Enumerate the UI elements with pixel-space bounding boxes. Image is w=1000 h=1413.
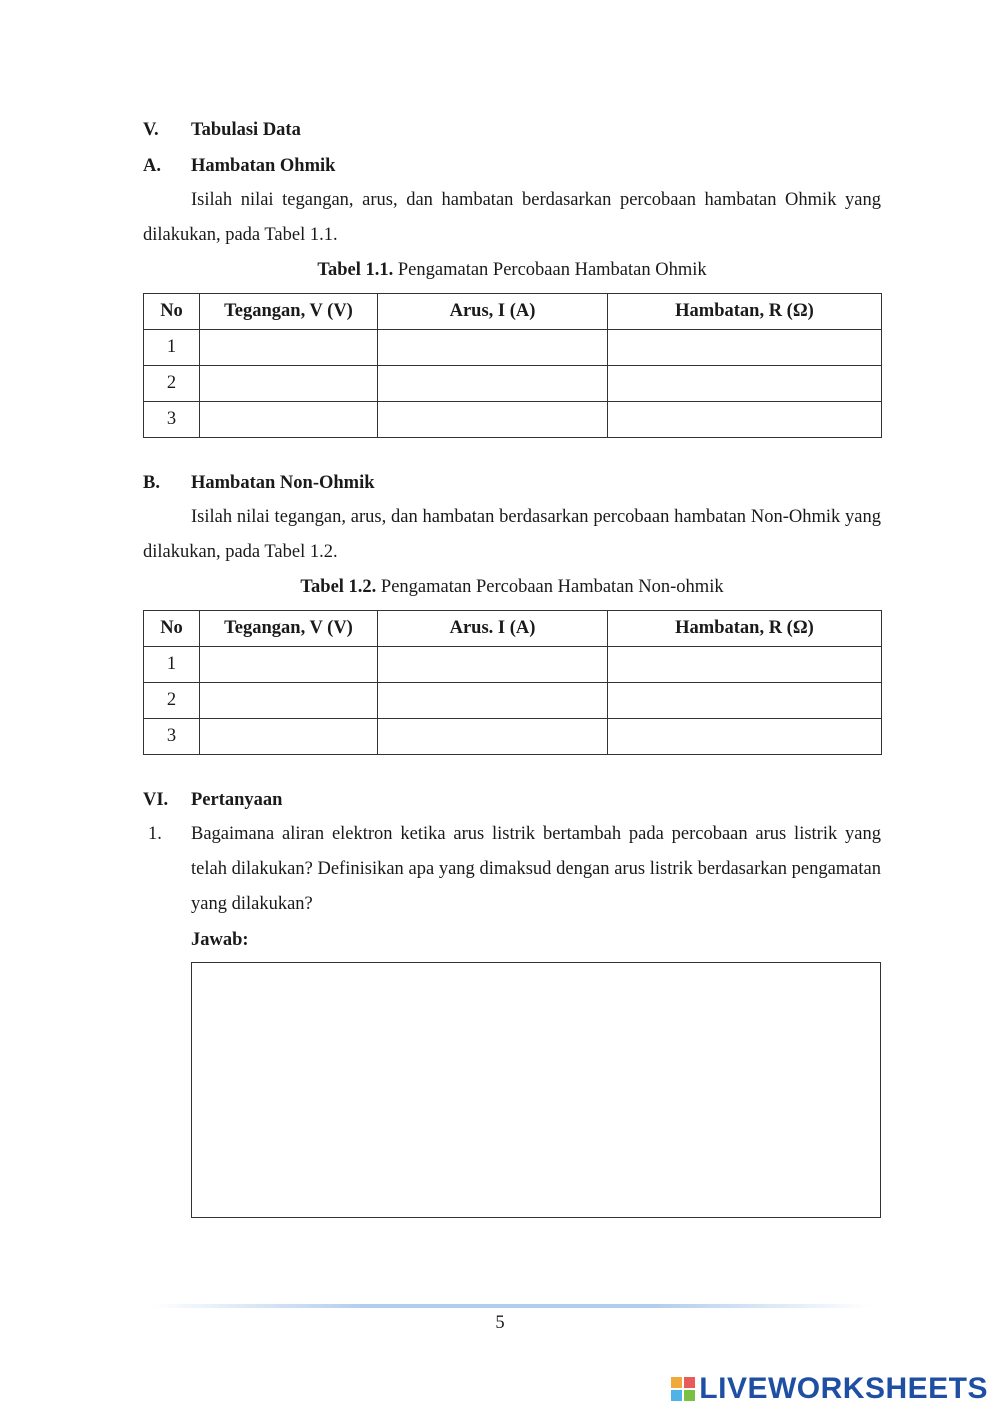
- section-a-title: Hambatan Ohmik: [191, 156, 336, 176]
- col-header-no: No: [144, 294, 200, 330]
- resistance-cell[interactable]: [608, 719, 882, 755]
- col-header-resistance: Hambatan, R (Ω): [608, 611, 882, 647]
- table-ohmik: [143, 293, 882, 438]
- section-b-instruction: Isilah nilai tegangan, arus, dan hambatan berdasarkan percobaan hambatan Non-Ohmik yang dilakukan, pada Tabel 1.2.: [143, 507, 881, 562]
- row-number: 3: [144, 719, 200, 755]
- col-header-current: Arus. I (A): [378, 611, 608, 647]
- table-row: [144, 719, 882, 755]
- row-number: 1: [144, 647, 200, 683]
- table-2-caption-text: Pengamatan Percobaan Hambatan Non-ohmik: [376, 577, 724, 597]
- section-b-number: B.: [143, 473, 160, 493]
- table-non-ohmik: [143, 610, 882, 755]
- col-header-voltage: Tegangan, V (V): [200, 611, 378, 647]
- row-number: 2: [144, 683, 200, 719]
- row-number: 1: [144, 330, 200, 366]
- section-vi-number: VI.: [143, 790, 169, 810]
- voltage-cell[interactable]: [200, 402, 378, 438]
- resistance-cell[interactable]: [608, 683, 882, 719]
- table-row: [144, 330, 882, 366]
- table-1-caption: [143, 260, 881, 281]
- voltage-cell[interactable]: [200, 719, 378, 755]
- page-number: 5: [495, 1313, 505, 1333]
- current-cell[interactable]: [378, 647, 608, 683]
- table-1-caption-text: Pengamatan Percobaan Hambatan Ohmik: [393, 260, 707, 280]
- voltage-cell[interactable]: [200, 683, 378, 719]
- table-row: [144, 647, 882, 683]
- section-a-number: A.: [143, 156, 161, 176]
- current-cell[interactable]: [378, 719, 608, 755]
- section-vi-title: Pertanyaan: [191, 790, 283, 810]
- col-header-no: No: [144, 611, 200, 647]
- table-row: [144, 683, 882, 719]
- col-header-current: Arus, I (A): [378, 294, 608, 330]
- resistance-cell[interactable]: [608, 366, 882, 402]
- liveworksheets-logo-icon: [671, 1377, 695, 1401]
- voltage-cell[interactable]: [200, 647, 378, 683]
- table-row: [144, 366, 882, 402]
- section-v-title: Tabulasi Data: [191, 120, 301, 140]
- voltage-cell[interactable]: [200, 366, 378, 402]
- table-header-row: [144, 294, 882, 330]
- question-1-number: 1.: [148, 824, 162, 844]
- answer-label: Jawab:: [191, 930, 249, 950]
- section-v-number: V.: [143, 120, 159, 140]
- col-header-voltage: Tegangan, V (V): [200, 294, 378, 330]
- voltage-cell[interactable]: [200, 330, 378, 366]
- current-cell[interactable]: [378, 402, 608, 438]
- table-2-caption-label: Tabel 1.2.: [300, 577, 377, 597]
- table-1-caption-label: Tabel 1.1.: [317, 260, 394, 280]
- answer-box[interactable]: [191, 962, 881, 1218]
- liveworksheets-logo-text: LIVEWORKSHEETS: [699, 1372, 988, 1405]
- current-cell[interactable]: [378, 366, 608, 402]
- section-a-instruction: Isilah nilai tegangan, arus, dan hambatan berdasarkan percobaan hambatan Ohmik yang dilakukan, pada Tabel 1.1.: [143, 190, 881, 245]
- row-number: 2: [144, 366, 200, 402]
- resistance-cell[interactable]: [608, 402, 882, 438]
- table-2-caption: [143, 577, 881, 598]
- section-b-title: Hambatan Non-Ohmik: [191, 473, 375, 493]
- liveworksheets-logo: [671, 1371, 988, 1407]
- footer-divider: [150, 1304, 870, 1308]
- resistance-cell[interactable]: [608, 647, 882, 683]
- row-number: 3: [144, 402, 200, 438]
- col-header-resistance: Hambatan, R (Ω): [608, 294, 882, 330]
- resistance-cell[interactable]: [608, 330, 882, 366]
- current-cell[interactable]: [378, 330, 608, 366]
- question-1-text: Bagaimana aliran elektron ketika arus listrik bertambah pada percobaan arus listrik yang telah dilakukan? Definisikan apa yang dimaksud dengan arus listrik berdasarkan pengamatan yang dilakukan?: [191, 824, 881, 914]
- current-cell[interactable]: [378, 683, 608, 719]
- table-header-row: [144, 611, 882, 647]
- table-row: [144, 402, 882, 438]
